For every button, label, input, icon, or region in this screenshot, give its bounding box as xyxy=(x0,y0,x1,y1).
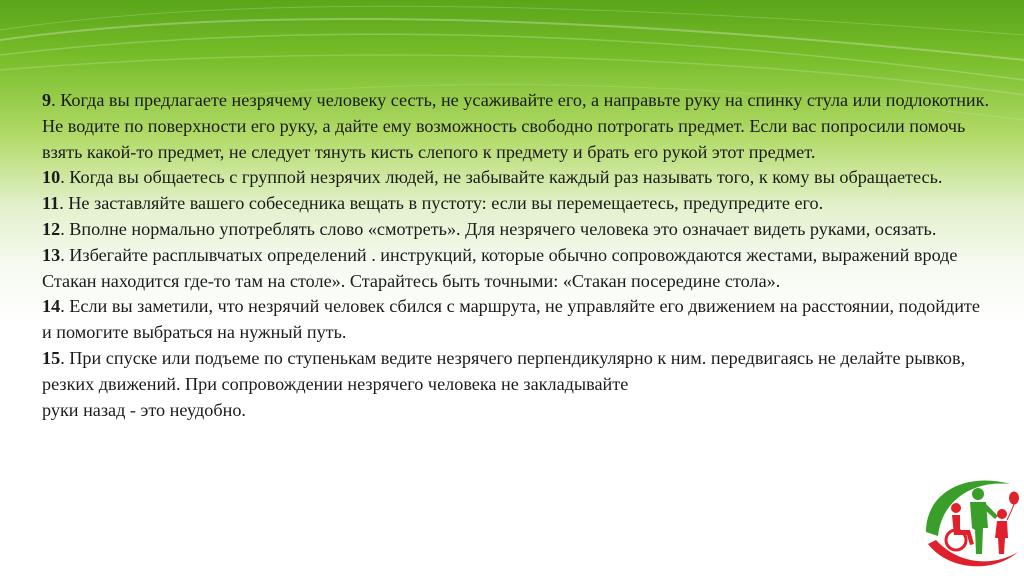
list-item xyxy=(42,243,992,295)
item-text: руки назад - это неудобно. xyxy=(42,399,246,420)
item-text: . Вполне нормально употреблять слово «смотреть». Для незрячего человека это означает видеть руками, осязать. xyxy=(60,218,937,239)
item-number: 10 xyxy=(42,167,61,188)
list-item xyxy=(42,191,992,217)
list-item-continuation xyxy=(42,398,992,424)
list-item xyxy=(42,217,992,243)
slide-body-text xyxy=(42,88,992,423)
item-number: 11 xyxy=(42,193,60,214)
item-number: 9 xyxy=(42,90,52,110)
item-number: 14 xyxy=(42,296,61,317)
item-text: . Не заставляйте вашего собеседника вещать в пустоту: если вы перемещаетесь, предупредите его. xyxy=(59,193,824,214)
item-text: . Когда вы общаетесь с группой незрячих людей, не забывайте каждый раз называть того, к кому вы обращаетесь. xyxy=(60,167,943,188)
list-item xyxy=(42,88,992,165)
list-item xyxy=(42,294,992,346)
item-text: . Если вы заметили, что незрячий человек сбился с маршрута, не управляйте его движением на расстоянии, подойдите и помогите выбраться на нужный путь. xyxy=(42,296,980,343)
inclusion-family-logo-icon xyxy=(918,470,1024,576)
item-text: . При спуске или подъеме по ступенькам ведите незрячего перпендикулярно к ним. передвигаясь не делайте рывков, резких движений. При сопровождении незрячего человека не закладывайте xyxy=(42,347,966,394)
item-number: 13 xyxy=(42,244,61,265)
item-text: . Избегайте расплывчатых определений . инструкций, которые обычно сопровождаются жестами, выражений вроде Стакан находится где-то там на столе». Старайтесь быть точными: «Стакан посередине стола». xyxy=(42,244,958,291)
item-text: . Когда вы предлагаете незрячему человеку сесть, не усаживайте его, а направьте руку на спинку стула или подлокотник. Не водите по поверхности его руку, а дайте ему возможность свободно потрогать предмет. Если вас попросили помочь взять какой-то предмет, не следует тянуть кисть слепого к предмету и брать его рукой этот предмет. xyxy=(42,90,990,162)
item-number: 12 xyxy=(42,218,61,239)
list-item xyxy=(42,346,992,398)
item-number: 15 xyxy=(42,347,61,368)
list-item xyxy=(42,165,992,191)
